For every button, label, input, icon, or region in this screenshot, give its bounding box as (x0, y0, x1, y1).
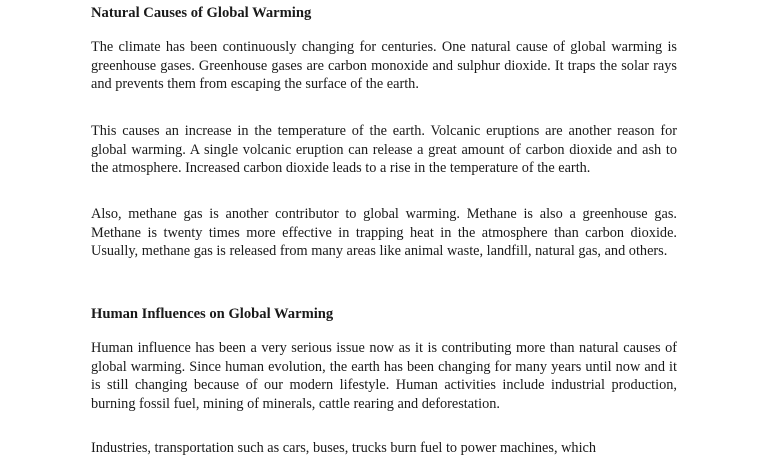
section-heading-human-influences: Human Influences on Global Warming (91, 306, 334, 322)
paragraph: Also, methane gas is another contributor to global warming. Methane is also a greenhouse gas. Methane is twenty times more effective in trapping heat in the atmosphere than carbon dioxide. Usually, methane gas is released from many areas like animal waste, landfill, natural gas, and others. (91, 206, 677, 259)
paragraph: Industries, transportation such as cars, buses, trucks burn fuel to power machines, which (91, 440, 597, 456)
paragraph: The climate has been continuously changing for centuries. One natural cause of global warming is greenhouse gases. Greenhouse gases are carbon monoxide and sulphur dioxide. It traps the solar rays and prevents them from escaping the surface of the earth. (91, 39, 677, 92)
paragraph: This causes an increase in the temperature of the earth. Volcanic eruptions are another reason for global warming. A single volcanic eruption can release a great amount of carbon dioxide and ash to the atmosphere. Increased carbon dioxide leads to a rise in the temperature of the earth. (91, 123, 677, 176)
section-heading-natural-causes: Natural Causes of Global Warming (91, 5, 312, 21)
paragraph: Human influence has been a very serious issue now as it is contributing more than natural causes of global warming. Since human evolution, the earth has been changing for many years until now and it is still changing because of our modern lifestyle. Human activities include industrial production, burning fossil fuel, mining of minerals, cattle rearing and deforestation. (91, 340, 677, 412)
